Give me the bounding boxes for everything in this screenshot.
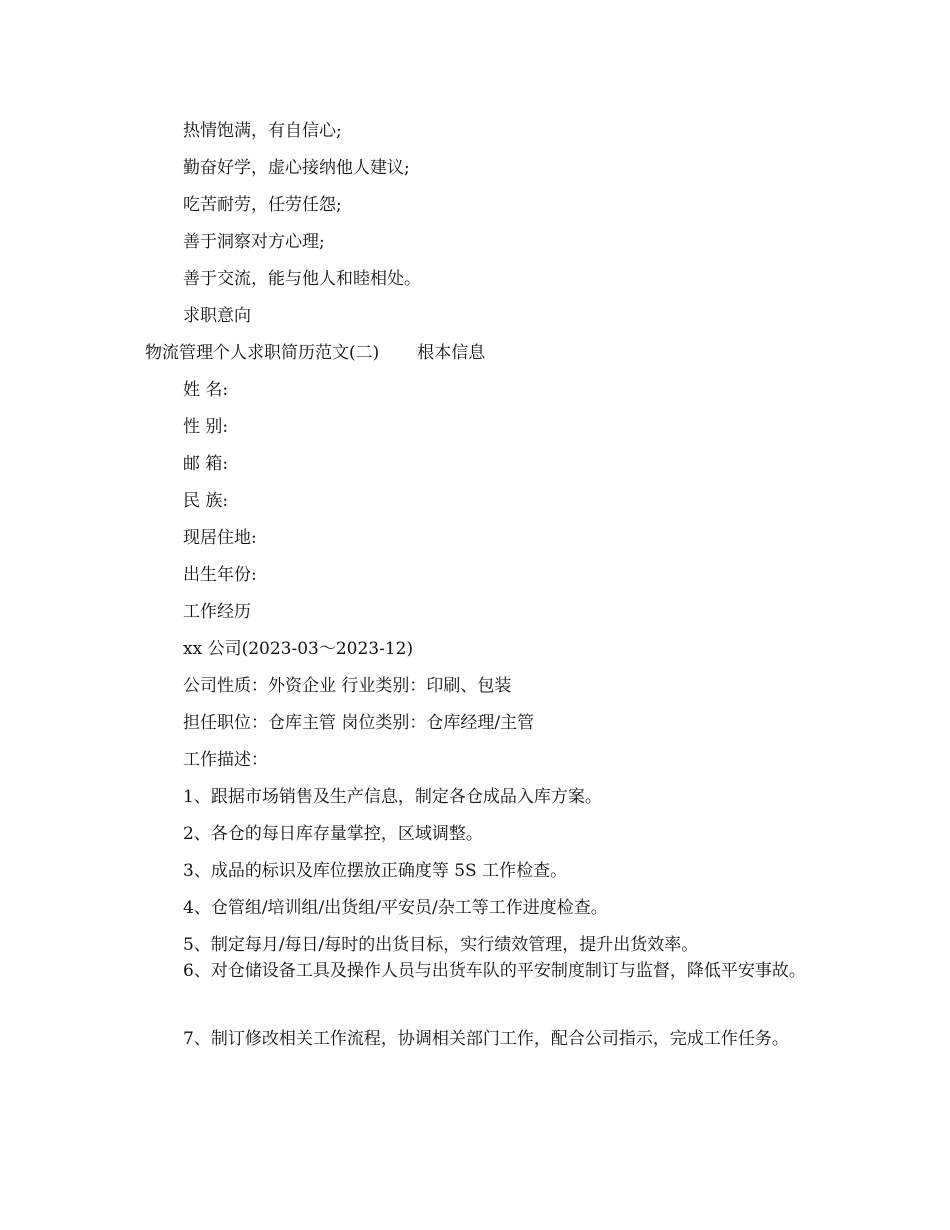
trait-line: 善于交流，能与他人和睦相处。 — [183, 269, 421, 289]
trait-line: 吃苦耐劳，任劳任怨; — [183, 195, 342, 215]
work-item: 6、对仓储设备工具及操作人员与出货车队的平安制度制订与监督，降低平安事故。 — [183, 961, 806, 981]
work-item: 4、仓管组/培训组/出货组/平安员/杂工等工作进度检查。 — [183, 898, 608, 918]
work-item: 1、跟据市场销售及生产信息，制定各仓成品入库方案。 — [183, 787, 602, 807]
field-ethnicity: 民 族: — [183, 491, 229, 511]
work-description-label: 工作描述： — [183, 750, 268, 770]
field-gender: 性 别: — [183, 417, 229, 437]
position-line: 担任职位：仓库主管 岗位类别：仓库经理/主管 — [183, 713, 535, 733]
company-nature-line: 公司性质：外资企业 行业类别：印刷、包装 — [183, 676, 512, 696]
work-experience-heading: 工作经历 — [183, 602, 251, 622]
work-item: 3、成品的标识及库位摆放正确度等 5S 工作检查。 — [183, 861, 568, 881]
basic-info-heading: 根本信息 — [417, 343, 486, 363]
field-residence: 现居住地: — [183, 528, 257, 548]
field-name: 姓 名: — [183, 380, 229, 400]
work-item: 2、各仓的每日库存量掌控，区域调整。 — [183, 824, 483, 844]
trait-line: 善于洞察对方心理; — [183, 232, 325, 252]
trait-line: 热情饱满，有自信心; — [183, 121, 342, 141]
field-birth-year: 出生年份: — [183, 565, 257, 585]
company-line: xx 公司(2023-03～2023-12) — [183, 639, 414, 659]
field-email: 邮 箱: — [183, 454, 229, 474]
document-title-line — [145, 343, 485, 363]
document-title: 物流管理个人求职简历范文(二) — [145, 343, 380, 363]
work-item: 7、制订修改相关工作流程，协调相关部门工作，配合公司指示，完成工作任务。 — [183, 1029, 789, 1049]
job-intent-heading: 求职意向 — [183, 306, 251, 326]
trait-line: 勤奋好学，虚心接纳他人建议; — [183, 158, 410, 178]
work-item: 5、制定每月/每日/每时的出货目标，实行绩效管理，提升出货效率。 — [183, 935, 699, 955]
